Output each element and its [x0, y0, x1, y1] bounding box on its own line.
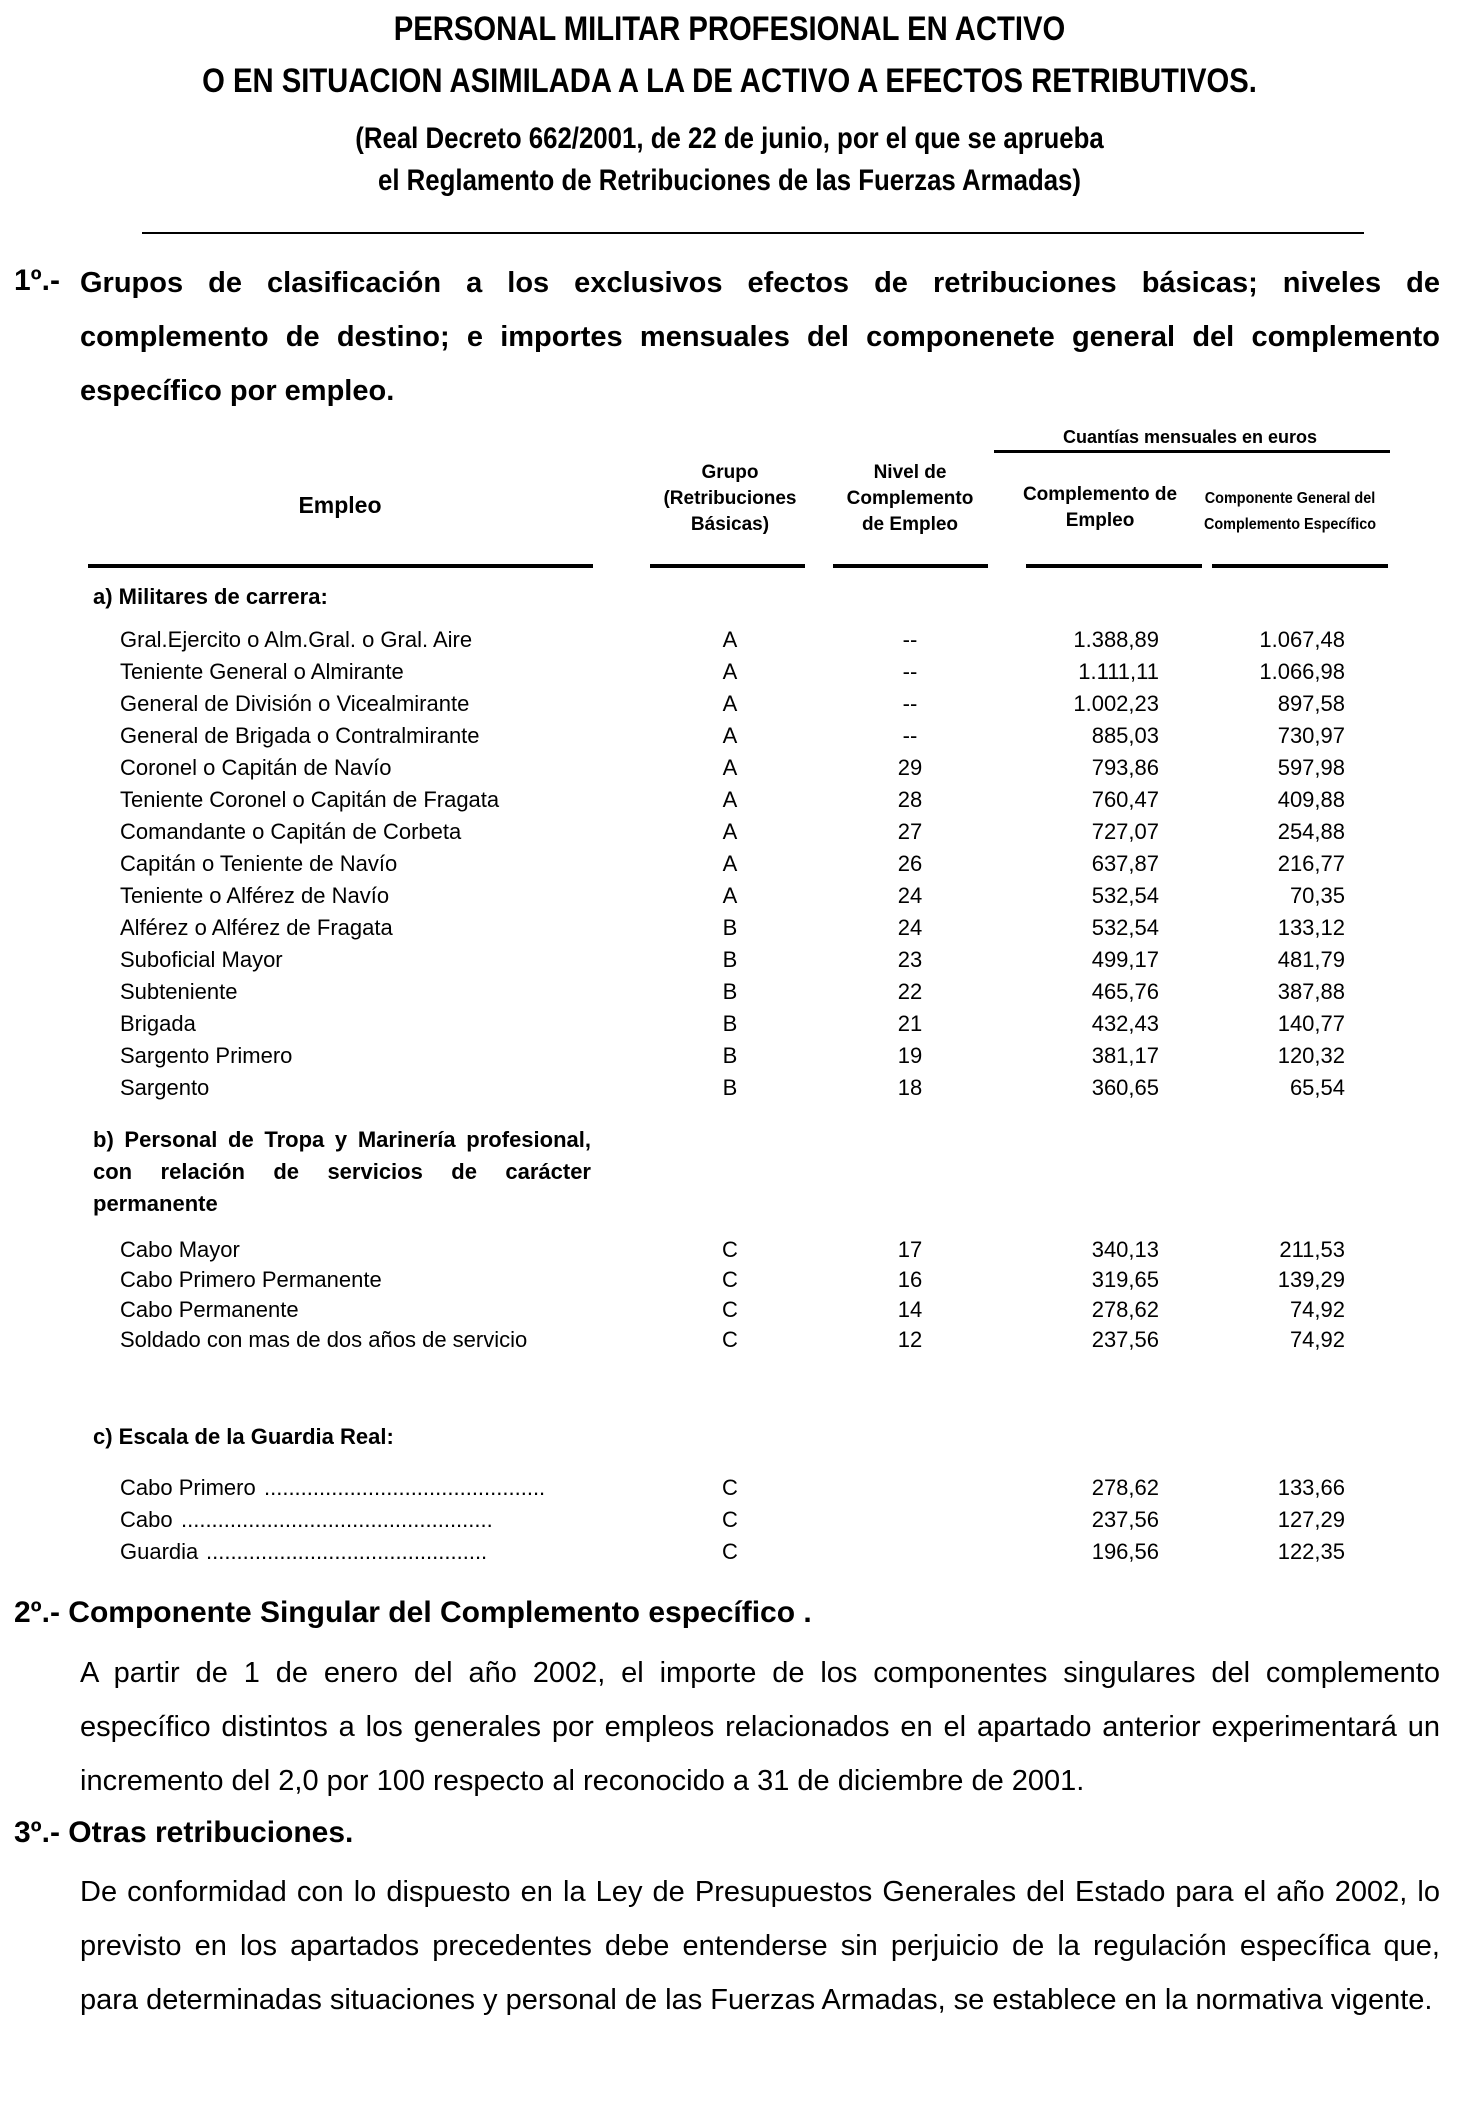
table-row	[0, 1294, 1459, 1326]
cell-empleo: Gral.Ejercito o Alm.Gral. o Gral. Aire	[120, 627, 473, 652]
cell-complemento-empleo: 237,56	[1091, 1327, 1159, 1352]
table-row	[0, 848, 1459, 880]
table-row	[0, 1472, 1459, 1504]
table-row	[0, 816, 1459, 848]
cell-nivel: 14	[897, 1297, 923, 1322]
header-grupo-line-1: Grupo	[701, 462, 759, 483]
cell-componente-general: 211,53	[1279, 1237, 1345, 1262]
cell-empleo: General de Brigada o Contralmirante	[120, 723, 480, 748]
cell-grupo: C	[722, 1297, 738, 1322]
cell-componente-general: 127,29	[1277, 1507, 1345, 1532]
cell-grupo: A	[722, 691, 738, 716]
cell-nivel: 26	[897, 851, 923, 876]
cell-grupo: B	[722, 947, 738, 972]
cell-complemento-empleo: 340,13	[1091, 1237, 1159, 1262]
cell-complemento-empleo: 532,54	[1091, 915, 1159, 940]
cell-nivel: --	[902, 691, 918, 716]
table-row	[0, 752, 1459, 784]
header-cg-line-2: Complemento Específico	[1203, 516, 1377, 533]
header-cg-line-1: Componente General del	[1204, 490, 1376, 507]
cell-nivel: 19	[897, 1043, 923, 1068]
table-row	[0, 656, 1459, 688]
cell-complemento-empleo: 727,07	[1091, 819, 1159, 844]
cell-grupo: C	[722, 1475, 738, 1500]
table-row	[0, 1536, 1459, 1568]
cell-componente-general: 216,77	[1277, 851, 1345, 876]
header-nivel-line-2: Complemento	[846, 488, 974, 509]
cell-leader-dots: ..............................................	[206, 1539, 488, 1564]
table-row	[0, 784, 1459, 816]
cell-empleo: Sargento Primero	[120, 1043, 293, 1068]
cell-complemento-empleo: 532,54	[1091, 883, 1159, 908]
cell-grupo: C	[722, 1539, 738, 1564]
cell-empleo: Suboficial Mayor	[120, 947, 283, 972]
cell-nivel: 24	[897, 883, 923, 908]
group-c-title: c) Escala de la Guardia Real:	[93, 1424, 394, 1449]
cell-complemento-empleo: 793,86	[1091, 755, 1159, 780]
cell-nivel: 23	[897, 947, 923, 972]
table-row	[0, 912, 1459, 944]
header-nivel-line-3: de Empleo	[861, 514, 959, 535]
cell-complemento-empleo: 278,62	[1091, 1297, 1159, 1322]
table-row	[0, 688, 1459, 720]
cell-nivel: 24	[897, 915, 923, 940]
cell-complemento-empleo: 1.111,11	[1078, 659, 1159, 684]
cell-componente-general: 139,29	[1277, 1267, 1345, 1292]
cell-empleo: Capitán o Teniente de Navío	[120, 851, 398, 876]
cell-grupo: A	[722, 787, 738, 812]
group-a-title: a) Militares de carrera:	[93, 584, 328, 609]
cell-grupo: A	[722, 723, 738, 748]
table-row	[0, 1008, 1459, 1040]
cell-complemento-empleo: 196,56	[1091, 1539, 1159, 1564]
cell-componente-general: 387,88	[1277, 979, 1345, 1004]
cell-complemento-empleo: 465,76	[1091, 979, 1159, 1004]
table-row	[0, 1504, 1459, 1536]
cell-nivel: 27	[897, 819, 923, 844]
cell-grupo: A	[722, 659, 738, 684]
cell-empleo: Cabo Primero Permanente	[120, 1267, 382, 1292]
column-rule-empleo	[88, 564, 593, 568]
table-row	[0, 1264, 1459, 1296]
cell-grupo: C	[722, 1327, 738, 1352]
cell-componente-general: 120,32	[1277, 1043, 1345, 1068]
table-row	[0, 1234, 1459, 1266]
table-row	[0, 1072, 1459, 1104]
cell-grupo: B	[722, 915, 738, 940]
cell-grupo: C	[722, 1237, 738, 1262]
cell-nivel: 16	[897, 1267, 923, 1292]
cell-componente-general: 597,98	[1277, 755, 1345, 780]
table-row	[0, 976, 1459, 1008]
column-rule-cg	[1212, 564, 1388, 568]
cell-empleo: Soldado con mas de dos años de servicio	[120, 1327, 528, 1352]
cell-empleo: Cabo	[120, 1507, 173, 1532]
cell-grupo: A	[722, 627, 738, 652]
cell-leader-dots: ..............................................	[264, 1475, 546, 1500]
cell-nivel: 18	[897, 1075, 923, 1100]
cell-componente-general: 481,79	[1277, 947, 1345, 972]
cell-complemento-empleo: 278,62	[1091, 1475, 1159, 1500]
cell-empleo: Alférez o Alférez de Fragata	[120, 915, 393, 940]
cell-nivel: --	[902, 627, 918, 652]
cell-complemento-empleo: 319,65	[1091, 1267, 1159, 1292]
cell-empleo: Teniente o Alférez de Navío	[120, 883, 390, 908]
cell-componente-general: 1.066,98	[1259, 659, 1345, 684]
table-row	[0, 944, 1459, 976]
cell-empleo: Comandante o Capitán de Corbeta	[120, 819, 462, 844]
cell-nivel: 21	[897, 1011, 923, 1036]
section-3-text: De conformidad con lo dispuesto en la Ley de Presupuestos Generales del Estado para el año 2002, lo previsto en los apartados precedentes debe entenderse sin perjuicio de la regulación específica que, para determinadas situaciones y personal de las Fuerzas Armadas, se establece en la normativa vigente.	[80, 1876, 1440, 2016]
cell-complemento-empleo: 381,17	[1091, 1043, 1159, 1068]
header-grupo-line-3: Básicas)	[690, 514, 770, 535]
cell-empleo: Sargento	[120, 1075, 210, 1100]
cell-complemento-empleo: 237,56	[1091, 1507, 1159, 1532]
cell-nivel: 29	[897, 755, 923, 780]
cell-empleo: Cabo Permanente	[120, 1297, 299, 1322]
cell-empleo: Guardia	[120, 1539, 199, 1564]
cell-nivel: 12	[897, 1327, 923, 1352]
cell-nivel: --	[902, 723, 918, 748]
cell-grupo: A	[722, 755, 738, 780]
table-row	[0, 720, 1459, 752]
cell-componente-general: 133,12	[1277, 915, 1345, 940]
cell-complemento-empleo: 637,87	[1091, 851, 1159, 876]
document-title-line-2: O EN SITUACION ASIMILADA A LA DE ACTIVO A EFECTOS RETRIBUTIVOS.	[202, 62, 1257, 100]
table-row	[0, 1324, 1459, 1356]
cell-empleo: Subteniente	[120, 979, 238, 1004]
cell-complemento-empleo: 760,47	[1091, 787, 1159, 812]
section-2-text: A partir de 1 de enero del año 2002, el importe de los componentes singulares del complemento específico distintos a los generales por empleos relacionados en el apartado anterior experimentará un incremento del 2,0 por 100 respecto al reconocido a 31 de diciembre de 2001.	[80, 1657, 1440, 1797]
super-header-label: Cuantías mensuales en euros	[1062, 427, 1318, 447]
table-row	[0, 880, 1459, 912]
cell-componente-general: 133,66	[1277, 1475, 1345, 1500]
section-1-number: 1º.-	[14, 264, 60, 297]
cell-complemento-empleo: 885,03	[1091, 723, 1159, 748]
table-row	[0, 1040, 1459, 1072]
document-title-line-1: PERSONAL MILITAR PROFESIONAL EN ACTIVO	[393, 10, 1066, 48]
cell-componente-general: 65,54	[1289, 1075, 1345, 1100]
column-rule-grupo	[650, 564, 805, 568]
group-b-title: b) Personal de Tropa y Marinería profesional, con relación de servicios de carácter permanente	[93, 1127, 591, 1216]
cell-complemento-empleo: 1.388,89	[1073, 627, 1159, 652]
cell-empleo: Coronel o Capitán de Navío	[120, 755, 392, 780]
cell-empleo: Cabo Mayor	[120, 1237, 240, 1262]
header-nivel-line-1: Nivel de	[873, 462, 947, 483]
section-2-title: 2º.- Componente Singular del Complemento específico .	[14, 1596, 812, 1629]
cell-componente-general: 140,77	[1277, 1011, 1345, 1036]
header-empleo: Empleo	[298, 492, 382, 518]
cell-componente-general: 70,35	[1289, 883, 1345, 908]
cell-componente-general: 254,88	[1277, 819, 1345, 844]
cell-grupo: B	[722, 979, 738, 1004]
cell-componente-general: 730,97	[1277, 723, 1345, 748]
cell-grupo: B	[722, 1043, 738, 1068]
header-grupo-line-2: (Retribuciones	[663, 488, 797, 509]
cell-leader-dots: ...................................................	[181, 1507, 493, 1532]
cell-componente-general: 897,58	[1277, 691, 1345, 716]
cell-grupo: B	[722, 1011, 738, 1036]
cell-nivel: 17	[897, 1237, 923, 1262]
cell-grupo: A	[722, 851, 738, 876]
cell-empleo: General de División o Vicealmirante	[120, 691, 470, 716]
cell-grupo: C	[722, 1267, 738, 1292]
table-row	[0, 624, 1459, 656]
header-divider	[142, 232, 1364, 234]
header-ce-line-1: Complemento de	[1022, 484, 1178, 505]
cell-nivel: --	[902, 659, 918, 684]
column-rule-nivel	[833, 564, 988, 568]
cell-componente-general: 1.067,48	[1259, 627, 1345, 652]
section-1-text: Grupos de clasificación a los exclusivos efectos de retribuciones básicas; niveles de complemento de destino; e importes mensuales del componenete general del complemento específico por empleo.	[80, 267, 1440, 407]
cell-complemento-empleo: 432,43	[1091, 1011, 1159, 1036]
cell-componente-general: 74,92	[1289, 1327, 1345, 1352]
document-subtitle-line-2: el Reglamento de Retribuciones de las Fuerzas Armadas)	[377, 164, 1082, 197]
cell-componente-general: 74,92	[1289, 1297, 1345, 1322]
cell-grupo: A	[722, 883, 738, 908]
cell-grupo: C	[722, 1507, 738, 1532]
cell-empleo: Cabo Primero	[120, 1475, 256, 1500]
document-subtitle-line-1: (Real Decreto 662/2001, de 22 de junio, por el que se aprueba	[355, 122, 1104, 155]
cell-componente-general: 409,88	[1277, 787, 1345, 812]
cell-componente-general: 122,35	[1277, 1539, 1345, 1564]
cell-empleo: Teniente General o Almirante	[120, 659, 404, 684]
cell-empleo: Teniente Coronel o Capitán de Fragata	[120, 787, 500, 812]
cell-complemento-empleo: 360,65	[1091, 1075, 1159, 1100]
header-ce-line-2: Empleo	[1065, 510, 1135, 531]
cell-complemento-empleo: 499,17	[1091, 947, 1159, 972]
cell-grupo: B	[722, 1075, 738, 1100]
cell-grupo: A	[722, 819, 738, 844]
cell-complemento-empleo: 1.002,23	[1073, 691, 1159, 716]
cell-empleo: Brigada	[120, 1011, 196, 1036]
column-rule-ce	[1026, 564, 1202, 568]
cell-nivel: 22	[897, 979, 923, 1004]
section-3-title: 3º.- Otras retribuciones.	[14, 1816, 354, 1849]
cell-nivel: 28	[897, 787, 923, 812]
super-header-rule	[994, 450, 1390, 453]
